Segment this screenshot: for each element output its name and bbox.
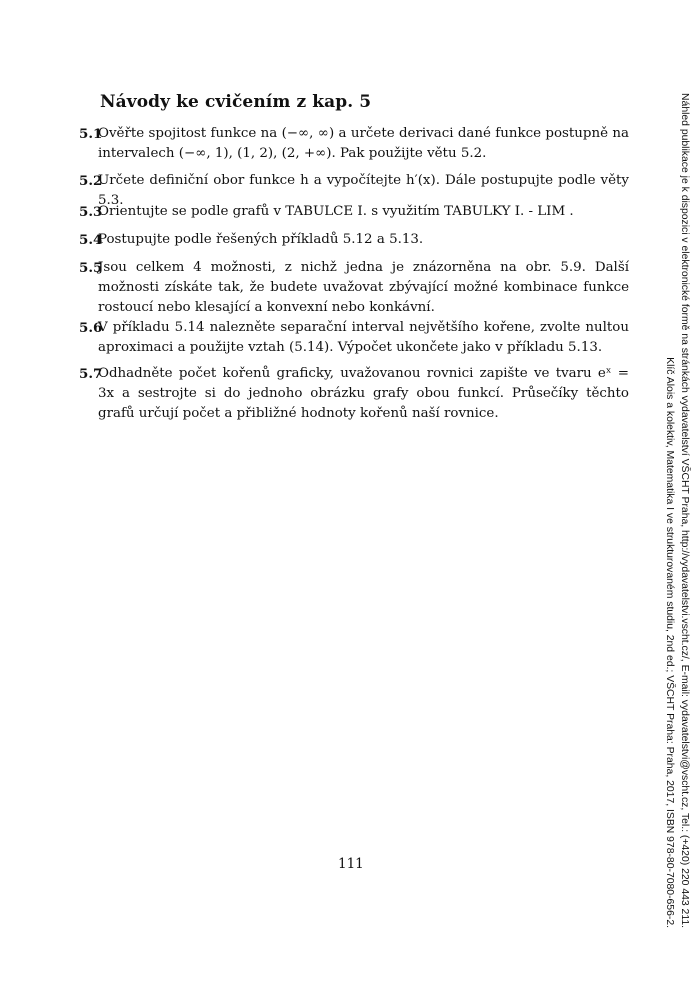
rotated-note-text <box>662 68 692 928</box>
section-heading: Návody ke cvičením z kap. 5 <box>100 92 372 112</box>
exercise-text: Orientujte se podle grafů v TABULCE I. s využitím TABULKY I. - LIM . <box>98 204 574 219</box>
exercise-number: 5.4 <box>79 232 103 248</box>
side-copyright-note <box>662 68 692 928</box>
exercise-text: Určete definiční obor funkce h a vypočítejte h′(x). Dále postupujte podle věty 5.3. <box>98 173 629 208</box>
exercise-number: 5.7 <box>79 366 103 382</box>
exercise-hint-5-1 <box>79 124 629 164</box>
exercise-text: Odhadněte počet kořenů graficky, uvažovanou rovnici zapište ve tvaru eˣ = 3x a sestrojte si do jednoho obrázku grafy obou funkcí. Průsečíky těchto grafů určují počet a přibližné hodnoty kořenů naší rovnice. <box>98 366 629 421</box>
page-number: 111 <box>338 856 364 872</box>
exercise-text: V příkladu 5.14 nalezněte separační interval největšího kořene, zvolte nultou aproximaci a použijte vztah (5.14). Výpočet ukončete jako v příkladu 5.13. <box>98 320 629 355</box>
exercise-text: Postupujte podle řešených příkladů 5.12 a 5.13. <box>98 232 424 247</box>
exercise-hint-5-6 <box>79 318 629 358</box>
exercise-hint-5-5 <box>79 258 629 318</box>
exercise-number: 5.2 <box>79 173 103 189</box>
exercise-number: 5.6 <box>79 320 103 336</box>
exercise-text: Ověřte spojitost funkce na (−∞, ∞) a určete derivaci dané funkce postupně na intervalech (−∞, 1), (1, 2), (2, +∞). Pak použijte větu 5.2. <box>98 126 629 161</box>
exercise-hint-5-4 <box>79 230 629 250</box>
exercise-number: 5.3 <box>79 204 103 220</box>
exercise-number: 5.1 <box>79 126 103 142</box>
note-line-publisher: Náhled publikace je k dispozici v elektronické formě na stránkách vydavatelství VŠCHT Praha, http://vydavatelstvi.vscht.cz/, E-mail: vydavatelstvi@vscht.cz, Tel.: (+420) 220 443 211. <box>679 93 690 928</box>
exercise-text: Jsou celkem 4 možnosti, z nichž jedna je znázorněna na obr. 5.9. Další možnosti získáte tak, že budete uvažovat zbývající možné kombinace funkce rostoucí nebo klesající a konvexní nebo konkávní. <box>98 260 629 315</box>
exercise-number: 5.5 <box>79 260 103 276</box>
exercise-hint-5-3 <box>79 202 629 222</box>
note-line-citation: Klíč Alois a kolektiv, Matematika I ve strukturovaném studiu, 2nd ed.; VŠCHT Praha: Praha, 2017, ISBN 978-80-7080-656-2. <box>664 357 675 928</box>
exercise-hint-5-7 <box>79 364 629 424</box>
